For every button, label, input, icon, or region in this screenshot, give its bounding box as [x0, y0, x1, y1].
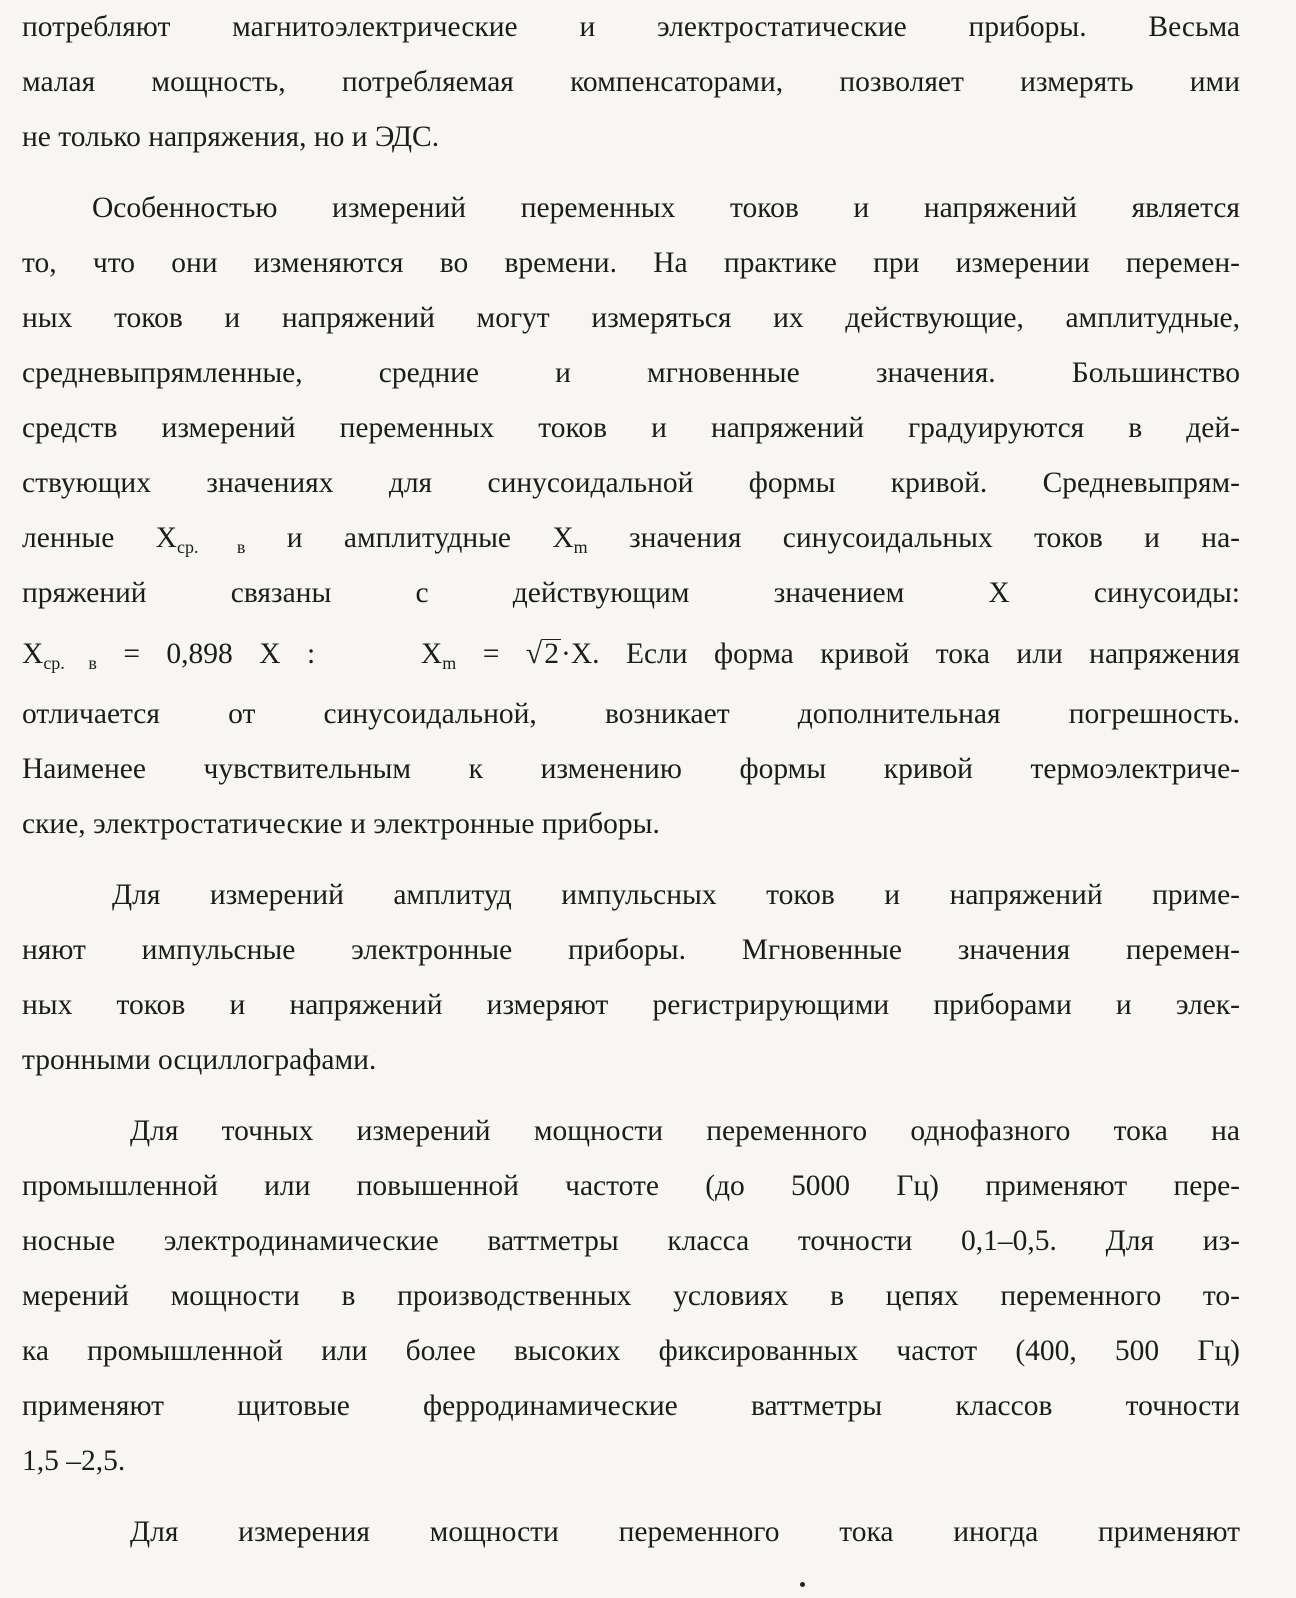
text-line: пряжений связаны с действующим значением X синусоиды:: [22, 577, 1240, 609]
text-line: няют импульсные электронные приборы. Мгновенные значения перемен-: [22, 934, 1240, 966]
text-line: Особенностью измерений переменных токов и напряжений является: [92, 192, 1240, 224]
text-line: ствующих значениях для синусоидальной формы кривой. Средневыпрям-: [22, 467, 1240, 499]
text-line: ка промышленной или более высоких фиксированных частот (400, 500 Гц): [22, 1335, 1240, 1367]
text-line: средневыпрямленные, средние и мгновенные значения. Большинство: [22, 357, 1240, 389]
text-fragment: . Если форма кривой тока или напряжения: [592, 638, 1241, 670]
subscript: ср. в: [176, 537, 246, 557]
sqrt-symbol: √: [525, 637, 543, 670]
subscript: m: [573, 537, 588, 557]
text-line: ных токов и напряжений могут измеряться их действующие, амплитудные,: [22, 302, 1240, 334]
text-line: Наименее чувствительным к изменению формы кривой термоэлектриче-: [22, 753, 1240, 785]
scan-speck: [800, 1582, 805, 1587]
text-line: мерений мощности в производственных условиях в цепях переменного то-: [22, 1280, 1240, 1312]
text-line: отличается от синусоидальной, возникает дополнительная погрешность.: [22, 698, 1240, 730]
text-fragment: ленные X: [22, 522, 177, 554]
paragraph-power-measurements-alt: [22, 1505, 1240, 1560]
formula-line: [22, 621, 1240, 687]
text-fragment: и амплитудные X: [245, 522, 574, 554]
text-line: [22, 511, 1240, 566]
text-line: тронными осциллографами.: [22, 1044, 377, 1076]
text-line: то, что они изменяются во времени. На практике при измерении перемен-: [22, 247, 1240, 279]
text-line: носные электродинамические ваттметры класса точности 0,1–0,5. Для из-: [22, 1225, 1240, 1257]
text-line: Для измерения мощности переменного тока иногда применяют: [130, 1516, 1240, 1548]
paragraph-ac-measurements: [22, 181, 1240, 852]
text-line: малая мощность, потребляемая компенсаторами, позволяет измерять ими: [22, 66, 1240, 98]
text-line: Для измерений амплитуд импульсных токов и напряжений приме-: [112, 879, 1240, 911]
text-line: применяют щитовые ферродинамические ваттметры классов точности: [22, 1390, 1240, 1422]
paragraph-pulse-measurements: [22, 868, 1240, 1088]
paragraph-continuation: [22, 0, 1240, 165]
radicand: 2: [544, 638, 559, 670]
text-line: ские, электростатические и электронные приборы.: [22, 808, 660, 840]
text-line: 1,5 –2,5.: [22, 1445, 126, 1477]
text-line: ных токов и напряжений измеряют регистрирующими приборами и элек-: [22, 989, 1240, 1021]
formula-mean-rectified: $X_{ср. в} = 0,898$ X :: [22, 638, 316, 673]
text-line: средств измерений переменных токов и напряжений градуируются в дей-: [22, 412, 1240, 444]
text-fragment: значения синусоидальных токов и на-: [587, 522, 1240, 554]
text-line: Для точных измерений мощности переменного однофазного тока на: [130, 1115, 1240, 1147]
document-page: [22, 0, 1240, 1560]
text-line: промышленной или повышенной частоте (до 5000 Гц) применяют пере-: [22, 1170, 1240, 1202]
formula-amplitude: $X_m = √2\cdot X$: [420, 637, 593, 673]
text-line: не только напряжения, но и ЭДС.: [22, 121, 440, 153]
text-line: потребляют магнитоэлектрические и электростатические приборы. Весьма: [22, 11, 1240, 43]
paragraph-power-measurements: [22, 1104, 1240, 1489]
